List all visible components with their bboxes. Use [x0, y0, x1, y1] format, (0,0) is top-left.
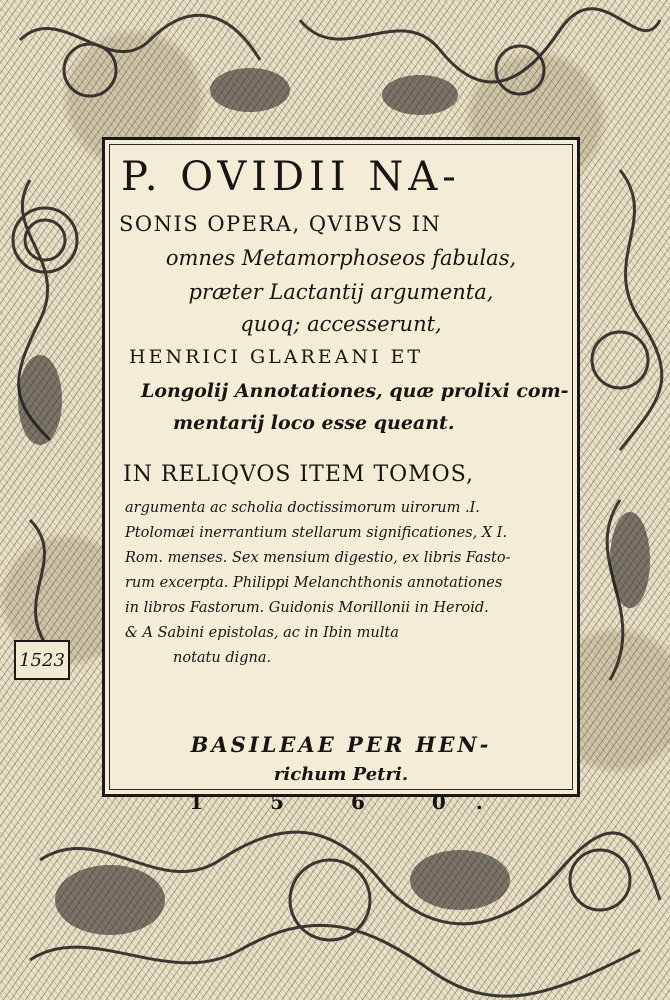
- imprint-line-1: BASILEAE PER HEN-: [190, 732, 492, 757]
- contents-line-6: & A Sabini epistolas, ac in Ibin multa: [125, 625, 399, 641]
- contents-heading: IN RELIQVOS ITEM TOMOS,: [123, 462, 474, 487]
- title-line-5: quoq; accesserunt,: [240, 312, 442, 336]
- title-panel: [102, 137, 580, 814]
- title-line-3: omnes Metamorphoseos fabulas,: [165, 246, 517, 270]
- imprint-line-2: richum Petri.: [273, 764, 409, 785]
- title-line-6: HENRICI GLAREANI ET: [129, 346, 424, 368]
- contents-line-5: in libros Fastorum. Guidonis Morillonii in Heroid.: [125, 600, 489, 616]
- contents-line-1: argumenta ac scholia doctissimorum uirorum .I.: [125, 500, 480, 516]
- contents-line-3: Rom. menses. Sex mensium digestio, ex libris Fasto-: [125, 550, 511, 566]
- title-line-1: P. OVIDII NA-: [121, 154, 461, 200]
- imprint-year: 1 5 6 0.: [189, 790, 513, 814]
- contents-line-2: Ptolomæi inerrantium stellarum significationes, X I.: [125, 525, 508, 541]
- date-plate: [14, 640, 70, 680]
- title-line-7: Longolij Annotationes, quæ prolixi com-: [141, 380, 569, 402]
- contents-line-4: rum excerpta. Philippi Melanchthonis annotationes: [125, 575, 503, 591]
- title-line-8: mentarij loco esse queant.: [173, 412, 455, 434]
- title-line-4: præter Lactantij argumenta,: [188, 280, 494, 304]
- date-plate-text: 1523: [19, 649, 65, 671]
- contents-line-7: notatu digna.: [173, 650, 272, 666]
- title-line-2: SONIS OPERA, QVIBVS IN: [119, 212, 442, 236]
